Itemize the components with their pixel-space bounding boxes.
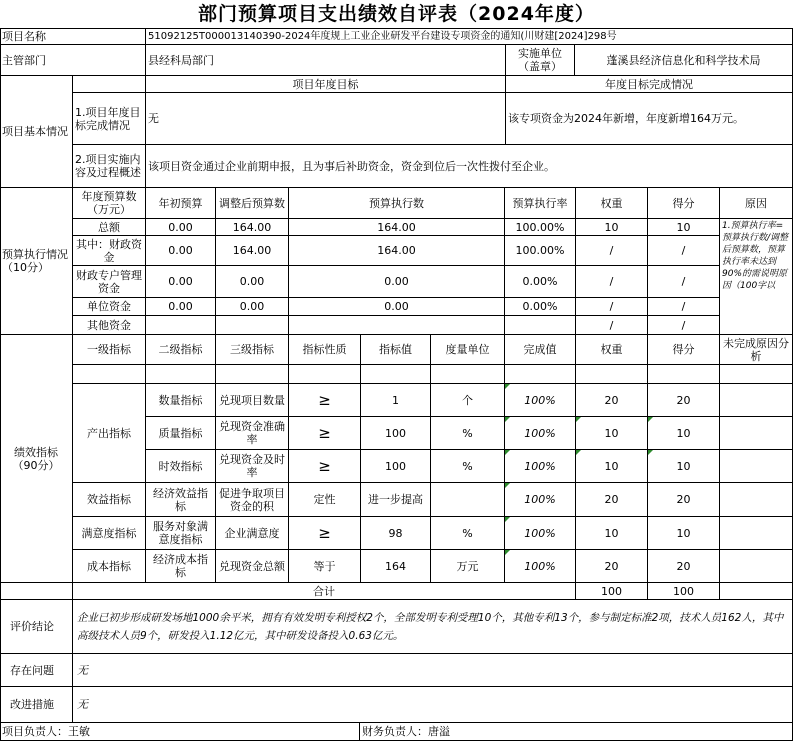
budget-label: 预算执行情况（10分） [0,188,73,335]
budget-rate-cell: 0.00% [505,266,576,298]
dept-value: 县经科局部门 [146,45,506,76]
row2-text: 该项目资金通过企业前期申报，且为事后补助资金，资金到位后一次性拨付至企业。 [146,145,793,188]
perf-nature-cell: ≥ [289,517,361,550]
perf-value-cell: 164 [361,550,431,583]
finance-label: 财务负责人： [362,725,428,738]
level1-output: 产出指标 [73,384,146,483]
budget-executed-cell: 164.00 [289,236,505,266]
budget-header: 预算执行率 [505,188,576,219]
improve-label: 改进措施 [0,687,73,723]
issues-label: 存在问题 [0,654,73,687]
perf-done-cell: 100% [505,517,576,550]
total-label: 合计 [73,583,576,600]
conclusion-text: 企业已初步形成研发场地1000余平米，拥有有效发明专利授权2个，全部发明专利受理10个，其他专利13个，参与制定标准2项，技术人员162人，其中高级技术人员9个，研发投入1.12亿元，其中研发设备投入0.63亿元。 [73,600,793,654]
perf-header: 得分 [648,335,720,365]
goal-header: 项目年度目标 [146,76,506,93]
budget-initial-cell [146,316,216,335]
budget-name-cell: 其他资金 [73,316,146,335]
perf-done-cell: 100% [505,384,576,417]
budget-adjusted-cell: 164.00 [216,236,289,266]
perf-value-cell: 98 [361,517,431,550]
perf-weight-cell: 20 [576,550,648,583]
perf-header: 指标值 [361,335,431,365]
owner-value: 王敏 [68,725,90,738]
budget-initial-cell: 0.00 [146,298,216,316]
perf-header: 三级指标 [216,335,289,365]
finance-value: 唐溢 [428,725,450,738]
perf-header: 度量单位 [431,335,505,365]
perf-done-cell: 100% [505,417,576,450]
owner-field [0,723,360,741]
perf-value-cell: 100 [361,450,431,483]
perf-value-cell: 100 [361,417,431,450]
perf-header: 指标性质 [289,335,361,365]
budget-executed-cell: 164.00 [289,219,505,236]
budget-adjusted-cell [216,316,289,335]
perf-nature-cell: ≥ [289,450,361,483]
finance-field [360,723,793,741]
budget-rate-cell: 0.00% [505,298,576,316]
conclusion-label: 评价结论 [0,600,73,654]
perf-weight-cell: 20 [576,483,648,517]
perf-done-cell: 100% [505,550,576,583]
perf-unit-cell: % [431,517,505,550]
budget-header: 年初预算 [146,188,216,219]
budget-header: 原因 [720,188,793,219]
total-score: 100 [648,583,720,600]
perf-label: 绩效指标（90分） [0,335,73,583]
budget-adjusted-cell: 164.00 [216,219,289,236]
perf-nature-cell: ≥ [289,417,361,450]
dept-label: 主管部门 [0,45,146,76]
row1-done: 该专项资金为2024年新增，年度新增164万元。 [506,93,793,145]
perf-unit-cell: % [431,450,505,483]
row1-label: 1.项目年度目标完成情况 [73,93,146,145]
row2-label: 2.项目实施内容及过程概述 [73,145,146,188]
impl-unit-label: 实施单位（盖章） [506,45,575,76]
done-header: 年度目标完成情况 [506,76,793,93]
budget-score-cell: / [648,316,720,335]
budget-weight-cell: / [576,236,648,266]
perf-nature-cell: ≥ [289,384,361,417]
budget-header: 预算执行数 [289,188,505,219]
impl-unit-value: 蓬溪县经济信息化和科学技术局 [575,45,793,76]
budget-weight-cell: / [576,298,648,316]
perf-l2-cell: 经济成本指标 [146,550,216,583]
budget-adjusted-cell: 0.00 [216,266,289,298]
unfinished-reason-cell [720,450,793,483]
budget-initial-cell: 0.00 [146,266,216,298]
improve-text: 无 [73,687,793,723]
perf-unit-cell: 个 [431,384,505,417]
perf-l3-cell: 企业满意度 [216,517,289,550]
perf-score-cell: 20 [648,550,720,583]
budget-rate-cell: 100.00% [505,219,576,236]
budget-weight-cell: 10 [576,219,648,236]
perf-score-cell: 10 [648,517,720,550]
perf-score-cell: 10 [648,417,720,450]
perf-weight-cell: 10 [576,517,648,550]
unfinished-reason-cell [720,384,793,417]
budget-name-cell: 财政专户管理资金 [73,266,146,298]
perf-l3-cell: 兑现项目数量 [216,384,289,417]
perf-l2-cell: 数量指标 [146,384,216,417]
perf-l3-cell: 促进争取项目资金的积 [216,483,289,517]
perf-done-cell: 100% [505,450,576,483]
budget-header: 年度预算数（万元） [73,188,146,219]
level1-cost: 成本指标 [73,550,146,583]
perf-l2-cell: 经济效益指标 [146,483,216,517]
unfinished-reason-cell [720,550,793,583]
perf-weight-cell: 20 [576,384,648,417]
perf-header: 二级指标 [146,335,216,365]
perf-nature-cell: 等于 [289,550,361,583]
perf-score-cell: 20 [648,483,720,517]
budget-header: 调整后预算数 [216,188,289,219]
perf-unit-cell [431,483,505,517]
budget-executed-cell [289,316,505,335]
unfinished-reason-cell [720,483,793,517]
budget-initial-cell: 0.00 [146,236,216,266]
budget-weight-cell: / [576,316,648,335]
perf-value-cell: 进一步提高 [361,483,431,517]
budget-initial-cell: 0.00 [146,219,216,236]
budget-score-cell: / [648,236,720,266]
budget-name-cell: 总额 [73,219,146,236]
perf-l3-cell: 兑现资金准确率 [216,417,289,450]
budget-score-cell: / [648,298,720,316]
owner-label: 项目负责人： [2,725,68,738]
perf-l3-cell: 兑现资金及时率 [216,450,289,483]
total-weight: 100 [576,583,648,600]
budget-rate-cell: 100.00% [505,236,576,266]
perf-weight-cell: 10 [576,417,648,450]
project-name-label: 项目名称 [0,28,146,45]
perf-weight-cell: 10 [576,450,648,483]
reason-note: 1.预算执行率=预算执行数/调整后预算数，预算执行率未达到90%的需说明原因（100字以 [720,219,793,335]
perf-header: 一级指标 [73,335,146,365]
budget-rate-cell [505,316,576,335]
basic-info-label: 项目基本情况 [0,76,73,188]
perf-nature-cell: 定性 [289,483,361,517]
budget-weight-cell: / [576,266,648,298]
level1-benefit: 效益指标 [73,483,146,517]
perf-unit-cell: 万元 [431,550,505,583]
issues-text: 无 [73,654,793,687]
row1-goal: 无 [146,93,506,145]
budget-name-cell: 单位资金 [73,298,146,316]
budget-name-cell: 其中：财政资金 [73,236,146,266]
budget-score-cell: / [648,266,720,298]
budget-header: 得分 [648,188,720,219]
perf-value-cell: 1 [361,384,431,417]
perf-done-cell: 100% [505,483,576,517]
budget-adjusted-cell: 0.00 [216,298,289,316]
perf-unit-cell: % [431,417,505,450]
perf-header: 未完成原因分析 [720,335,793,365]
perf-l3-cell: 兑现资金总额 [216,550,289,583]
budget-executed-cell: 0.00 [289,298,505,316]
perf-l2-cell: 时效指标 [146,450,216,483]
perf-header: 权重 [576,335,648,365]
page-title: 部门预算项目支出绩效自评表（2024年度） [198,3,595,25]
perf-header: 完成值 [505,335,576,365]
budget-executed-cell: 0.00 [289,266,505,298]
perf-l2-cell: 服务对象满意度指标 [146,517,216,550]
level1-satisfaction: 满意度指标 [73,517,146,550]
budget-header: 权重 [576,188,648,219]
budget-score-cell: 10 [648,219,720,236]
unfinished-reason-cell [720,417,793,450]
perf-l2-cell: 质量指标 [146,417,216,450]
unfinished-reason-cell [720,517,793,550]
project-name-value: 51092125T000013140390-2024年度规上工业企业研发平台建设专项资金的通知(川财建[2024]298号 [146,28,793,45]
perf-score-cell: 10 [648,450,720,483]
perf-score-cell: 20 [648,384,720,417]
